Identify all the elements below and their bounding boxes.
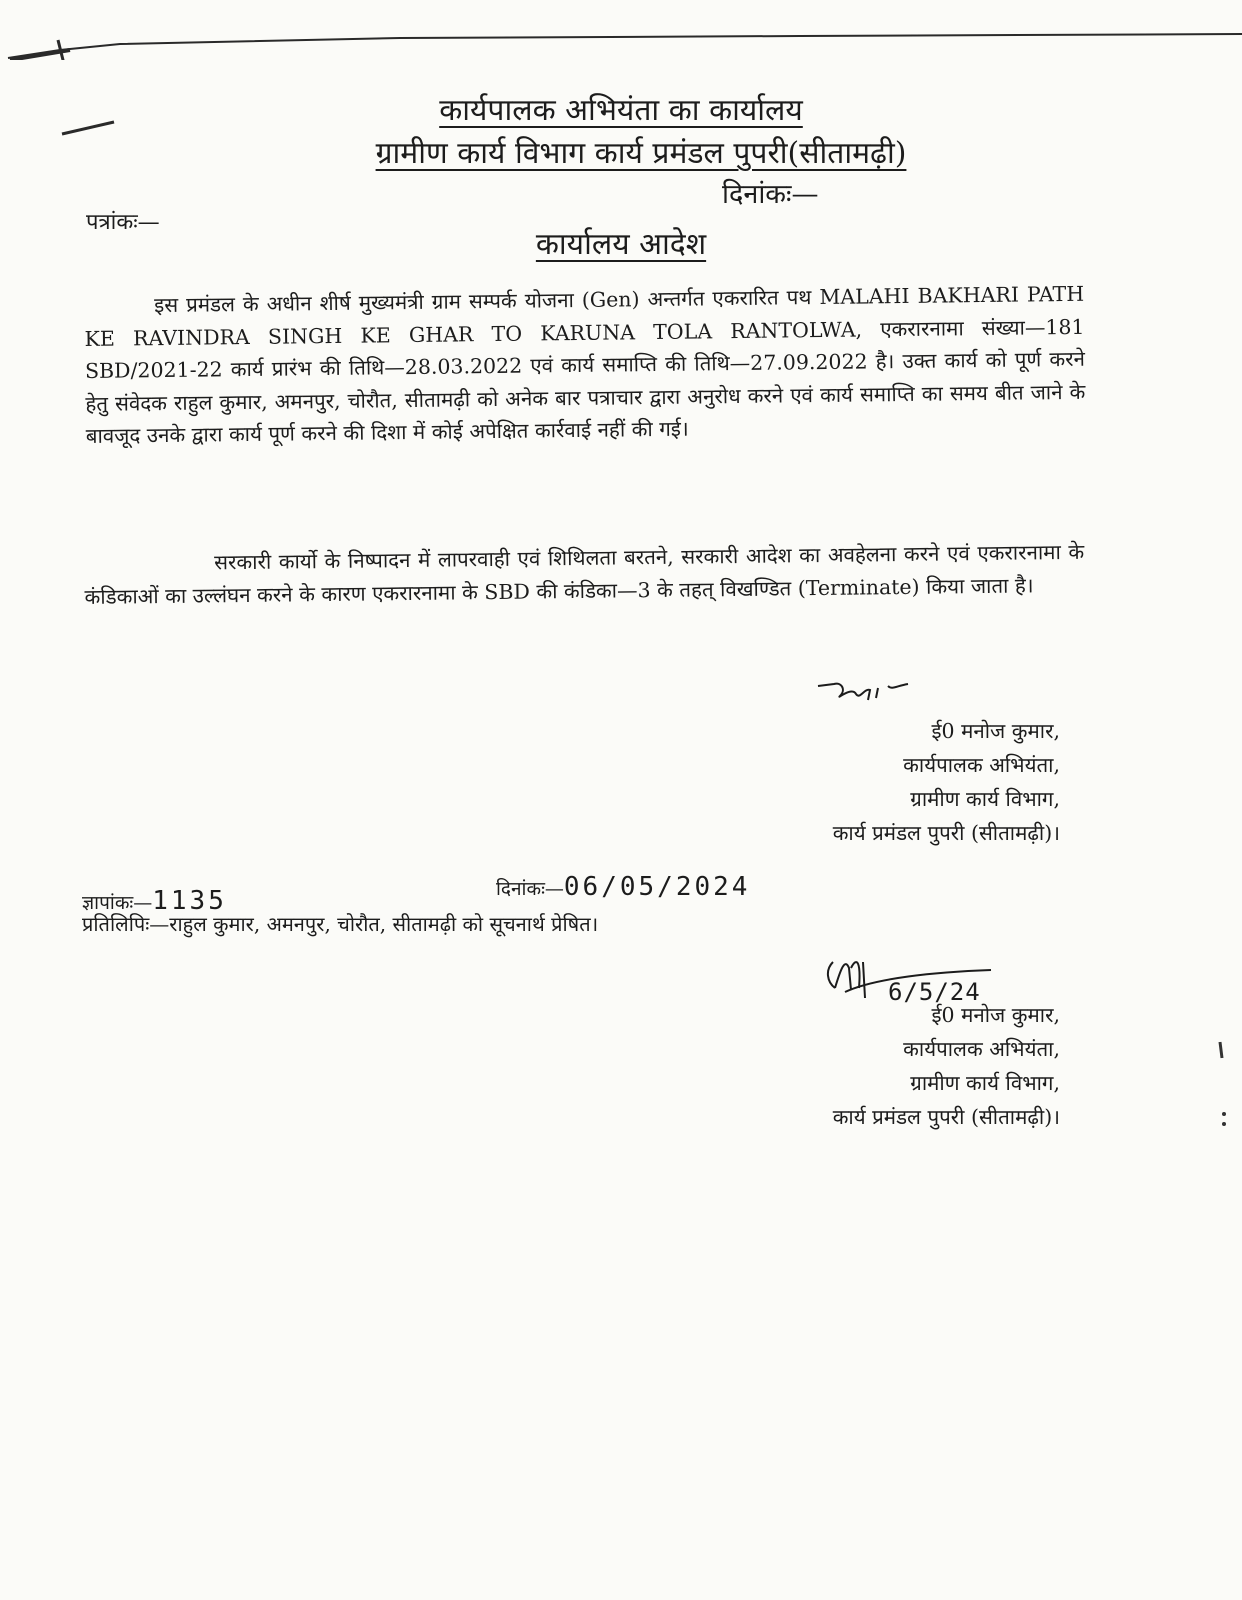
signature-block-1 [660,714,1060,850]
signature-scribble-1 [812,676,922,710]
memo-date-value: 06/05/2024 [563,872,751,902]
signatory-department: ग्रामीण कार्य विभाग, [910,787,1060,811]
signature-date: 6/5/24 [888,978,981,1006]
signatory-division: कार्य प्रमंडल पुपरी (सीतामढ़ी)। [832,821,1060,845]
memo-number: 1135 [152,886,227,916]
date-label: दिनांकः— [722,179,819,210]
signatory-designation: कार्यपालक अभियंता, [903,1037,1060,1061]
department-heading: ग्रामीण कार्य विभाग कार्य प्रमंडल पुपरी(सीतामढ़ी) [375,136,907,171]
order-title: कार्यालय आदेश [535,227,707,262]
letter-number-label: पत्रांकः— [86,210,160,235]
signatory-designation: कार्यपालक अभियंता, [903,753,1060,777]
order-paragraph-2: सरकारी कार्यो के निष्पादन में लापरवाही एवं शिथिलता बरतने, सरकारी आदेश का अवहेलना करने एवं एकरारनामा के कंडिकाओं का उल्लंघन करने के कारण एकरारनामा के SBD की कंडिका—3 के तहत् विखण्डित (Terminate) किया जाता है। [84,539,1085,609]
signatory-name: ई0 मनोज कुमार, [931,1003,1060,1027]
office-heading: कार्यपालक अभियंता का कार्यालय [439,93,803,128]
order-paragraph-1: इस प्रमंडल के अधीन शीर्ष मुख्यमंत्री ग्राम सम्पर्क योजना (Gen) अन्तर्गत एकरारित पथ MALAHI BAKHARI PATH KE RAVINDRA SINGH KE GHAR TO KARUNA TOLA RANTOLWA, एकरारनामा संख्या—181 SBD/2021-22 कार्य प्रारंभ की तिथि—28.03.2022 एवं कार्य समाप्ति की तिथि—27.09.2022 है। उक्त कार्य को पूर्ण करने हेतु संवेदक राहुल कुमार, अमनपुर, चोरौत, सीतामढ़ी को अनेक बार पत्राचार द्वारा अनुरोध करने एवं कार्य समाप्ति का समय बीत जाने के बावजूद उनके द्वारा कार्य पूर्ण करने की दिशा में कोई अपेक्षित कार्रवाई नहीं की गई। [84,281,1086,448]
signatory-division: कार्य प्रमंडल पुपरी (सीतामढ़ी)। [832,1105,1060,1129]
signature-block-2 [660,998,1060,1134]
copy-to-line: प्रतिलिपिः—राहुल कुमार, अमनपुर, चोरौत, सीतामढ़ी को सूचनार्थ प्रेषित। [82,912,599,936]
scan-mark-top [0,20,1242,60]
signatory-department: ग्रामीण कार्य विभाग, [910,1071,1060,1095]
signatory-name: ई0 मनोज कुमार, [931,719,1060,743]
memo-date-label: दिनांकः— [496,878,564,900]
memo-number-label: ज्ञापांकः— [82,892,153,914]
memo-date-line [496,872,750,902]
scan-edge-specks [1200,1040,1230,1130]
